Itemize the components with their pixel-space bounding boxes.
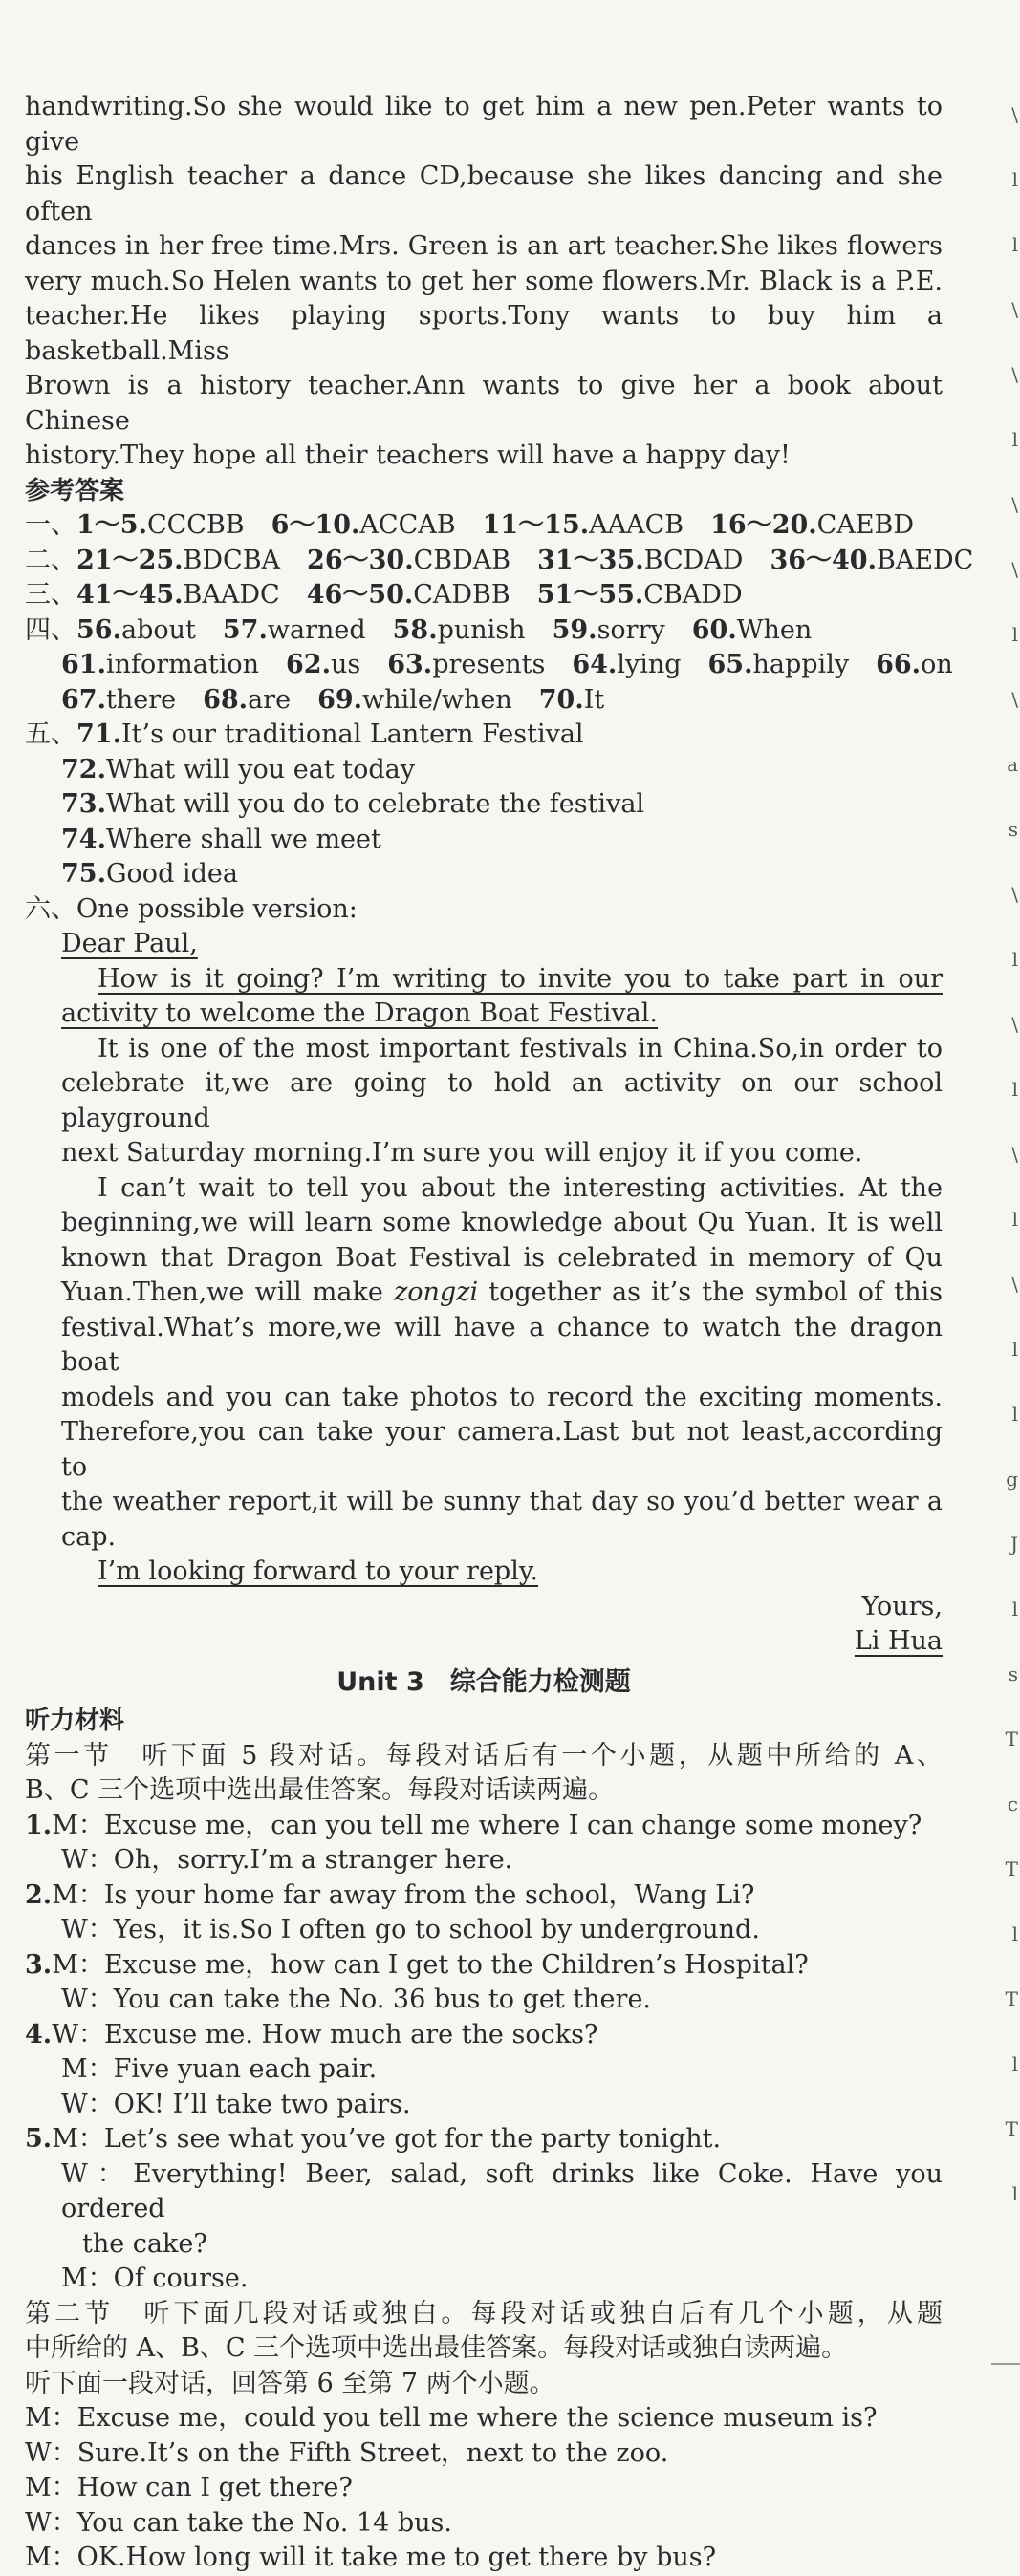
edge-glyph: \	[1011, 298, 1018, 321]
edge-glyph: l	[1011, 623, 1018, 646]
answer-num: 57.	[222, 614, 268, 645]
letter-line: festival.What’s more,we will have a chance to watch the dragon boat	[61, 1312, 943, 1377]
story-line: dances in her free time.Mrs. Green is an art teacher.She likes flowers	[25, 231, 943, 261]
answer-value: CBDAB	[413, 545, 511, 575]
edge-glyph: g	[1006, 1468, 1018, 1491]
edge-glyph: \	[1011, 1143, 1018, 1166]
answer-word: happily	[752, 650, 850, 679]
letter-line: Therefore,you can take your camera.Last but not least,according to	[61, 1417, 943, 1482]
letter-line: next Saturday morning.I’m sure you will enjoy it if you come.	[61, 1138, 863, 1168]
dialogue-3	[25, 1948, 943, 2018]
dialogue-line: M：Is your home far away from the school，Wang Li?	[52, 1879, 755, 1910]
answer-num: 66.	[876, 650, 922, 679]
answer-sentence: Good idea	[105, 859, 238, 889]
answer-range: 11～15.	[482, 510, 590, 540]
edge-glyph: \	[1011, 688, 1018, 711]
edge-glyph: T	[1005, 1987, 1018, 2010]
answer-num: 70.	[538, 684, 584, 715]
dialogue-line: M：How can I get there?	[25, 2473, 353, 2502]
answer-75	[25, 857, 943, 892]
section-prefix: 五、	[25, 719, 76, 749]
story-line: Brown is a history teacher.Ann wants to give her a book about Chinese	[25, 371, 943, 436]
letter-line: beginning,we will learn some knowledge about Qu Yuan. It is well	[61, 1208, 943, 1237]
part2-intro-line: 第二节 听下面几段对话或独白。每段对话或独白后有几个小题，从题	[25, 2298, 943, 2329]
edge-glyph: l	[1011, 428, 1018, 451]
answer-word: It	[583, 684, 605, 715]
dialogue-line: M：Of course.	[61, 2264, 249, 2293]
story-line: teacher.He likes playing sports.Tony wants to buy him a basketball.Miss	[25, 301, 943, 366]
answer-value: BAEDC	[876, 545, 974, 575]
answer-value: CBADD	[643, 580, 743, 610]
answer-num: 67.	[61, 684, 106, 715]
edge-glyph: \	[1011, 1013, 1018, 1036]
answer-range: 36～40.	[770, 545, 877, 575]
answer-value: BDCBA	[183, 545, 281, 575]
edge-glyph: T	[1005, 1857, 1018, 1880]
answer-71	[25, 718, 943, 753]
dialogue-line: M：Let’s see what you’ve got for the party tonight.	[52, 2124, 722, 2154]
answer-word: are	[248, 684, 292, 715]
letter-text: together as it’s the symbol of this	[478, 1277, 943, 1307]
edge-glyph: T	[1005, 1728, 1018, 1750]
answer-word: information	[105, 650, 259, 679]
answer-num: 58.	[392, 614, 438, 645]
answer-word: warned	[267, 614, 366, 645]
answer-word: while/when	[362, 684, 512, 715]
dialogue-line: the cake?	[82, 2228, 207, 2259]
letter-line	[61, 962, 943, 998]
answers-heading: 参考答案	[25, 476, 125, 505]
edge-glyph: l	[1011, 1078, 1018, 1101]
edge-glyph: l	[1011, 233, 1018, 256]
edge-glyph: c	[1007, 1792, 1018, 1815]
answer-num: 68.	[203, 684, 249, 715]
dialogue-num: 2.	[25, 1879, 53, 1910]
edge-glyph: l	[1011, 1598, 1018, 1621]
unit-title: Unit 3 综合能力检测题	[336, 1666, 631, 1697]
dialogue-line: W：You can take the No. 14 bus.	[25, 2507, 452, 2538]
dialogue-line: W：Sure.It’s on the Fifth Street，next to the zoo.	[25, 2437, 669, 2468]
edge-glyph: s	[1008, 818, 1018, 841]
dialogue-line: M：Five yuan each pair.	[61, 2054, 378, 2084]
letter-line: the weather report,it will be sunny that day so you’d better wear a	[61, 1487, 943, 1516]
dialogue-line: M：Excuse me，can you tell me where I can change some money?	[52, 1810, 922, 1840]
answer-num: 73.	[61, 789, 106, 819]
answer-range: 6～10.	[271, 510, 360, 540]
edge-glyph: l	[1011, 1922, 1018, 1945]
edge-glyph: l	[1011, 1338, 1018, 1361]
letter-line: celebrate it,we are going to hold an activity on our school playground	[61, 1068, 943, 1133]
writing-intro	[25, 892, 943, 928]
answer-num: 72.	[61, 754, 106, 784]
dialogue-line: W：Excuse me. How much are the socks?	[52, 2019, 598, 2050]
part2-intro-line: 中所给的 A、B、C 三个选项中选出最佳答案。每段对话或独白读两遍。	[25, 2333, 848, 2363]
dialogue-6	[25, 2401, 943, 2576]
answer-num: 59.	[552, 614, 597, 645]
answer-73	[25, 787, 943, 823]
answer-range: 21～25.	[76, 545, 184, 575]
answer-num: 64.	[572, 650, 618, 679]
answer-value: CADBB	[413, 580, 510, 610]
part1-intro-line: 第一节 听下面 5 段对话。每段对话后有一个小题，从题中所给的 A、	[25, 1740, 943, 1771]
answer-word: about	[120, 614, 196, 645]
part2-subheading: 听下面一段对话，回答第 6 至第 7 两个小题。	[25, 2368, 555, 2398]
edge-glyph: a	[1007, 753, 1018, 776]
answer-range: 1～5.	[76, 510, 147, 540]
answer-num: 61.	[61, 650, 106, 679]
letter-line: known that Dragon Boat Festival is celebrated in memory of Qu	[61, 1242, 943, 1273]
edge-glyph: \	[1011, 558, 1018, 581]
edge-glyph: s	[1008, 1663, 1018, 1685]
edge-glyph: l	[1011, 168, 1018, 191]
answer-value: AAACB	[589, 510, 684, 540]
answer-num: 71.	[76, 719, 121, 749]
sample-letter	[25, 927, 943, 1660]
dialogue-5	[25, 2122, 943, 2297]
edge-glyph: T	[1005, 2117, 1018, 2140]
answer-value: CAEBD	[816, 510, 915, 540]
answer-72	[25, 753, 943, 788]
dialogue-line: M：Excuse me，could you tell me where the science museum is?	[25, 2403, 878, 2433]
answer-row-1	[25, 508, 943, 544]
edge-glyph: \	[1011, 103, 1018, 126]
answer-sentence: What will you do to celebrate the festival	[105, 789, 645, 819]
answer-num: 60.	[691, 614, 737, 645]
answer-word: us	[330, 650, 361, 679]
dialogue-4	[25, 2018, 943, 2123]
letter-text: How is it going? I’m writing to invite you to take part in our	[98, 963, 943, 994]
answer-num: 75.	[61, 859, 106, 889]
answer-value: CCCBB	[146, 510, 245, 540]
answer-value: ACCAB	[359, 510, 456, 540]
letter-line	[61, 997, 943, 1032]
story-line: very much.So Helen wants to get her some flowers.Mr. Black is a P.E.	[25, 266, 943, 296]
letter-signature	[61, 1624, 943, 1660]
answer-range: 26～30.	[307, 545, 414, 575]
dialogue-num: 4.	[25, 2019, 53, 2050]
letter-line: I can’t wait to tell you about the interesting activities. At the	[98, 1172, 943, 1203]
answer-num: 56.	[76, 614, 121, 645]
dialogue-num: 5.	[25, 2124, 53, 2154]
answer-sentence: What will you eat today	[105, 754, 415, 784]
adjacent-page-edge	[1007, 90, 1020, 2287]
answer-range: 41～45.	[76, 580, 184, 610]
answer-row-4c	[25, 683, 943, 719]
section-prefix: 四、	[25, 614, 76, 645]
edge-glyph: \	[1011, 883, 1018, 906]
edge-glyph: J	[1009, 1533, 1018, 1556]
answer-74	[25, 823, 943, 858]
letter-line: models and you can take photos to record the exciting moments.	[61, 1382, 943, 1412]
answer-num: 74.	[61, 824, 106, 854]
dialogue-line: M：OK.How long will it take me to get there by bus?	[25, 2543, 717, 2572]
dialogue-line: W：OK! I’ll take two pairs.	[61, 2089, 411, 2119]
page-edge-mark	[991, 2363, 1020, 2365]
edge-glyph: l	[1011, 1208, 1018, 1231]
section-prefix: 六、	[25, 893, 76, 924]
answer-sentence: It’s our traditional Lantern Festival	[120, 719, 584, 749]
answer-num: 69.	[317, 684, 363, 715]
answer-word: there	[105, 684, 177, 715]
answer-range: 31～35.	[537, 545, 644, 575]
answer-range: 16～20.	[710, 510, 817, 540]
dialogue-num: 3.	[25, 1949, 53, 1980]
dialogue-num: 1.	[25, 1810, 53, 1840]
story-line: his English teacher a dance CD,because she likes dancing and she often	[25, 161, 943, 226]
dialogue-line: W：Everything! Beer, salad, soft drinks like Coke. Have you ordered	[61, 2158, 943, 2223]
answer-range: 46～50.	[306, 580, 414, 610]
edge-glyph: \	[1011, 493, 1018, 516]
answer-value: BCDAD	[643, 545, 744, 575]
edge-glyph: l	[1011, 948, 1018, 971]
dialogue-1	[25, 1809, 943, 1878]
answer-row-4b	[25, 648, 953, 683]
answer-word: lying	[617, 650, 682, 679]
answer-word: punish	[437, 614, 526, 645]
answer-word: When	[736, 614, 813, 645]
answer-word: on	[921, 650, 953, 679]
answer-row-3	[25, 578, 943, 613]
answer-word: sorry	[597, 614, 665, 645]
dialogue-line: W：You can take the No. 36 bus to get there.	[61, 1985, 652, 2014]
edge-glyph: \	[1011, 363, 1018, 386]
letter-line	[61, 1276, 943, 1311]
answer-row-2	[25, 544, 974, 579]
edge-glyph: l	[1011, 2182, 1018, 2205]
letter-closing: Yours,	[861, 1591, 943, 1621]
answer-range: 51～55.	[536, 580, 644, 610]
letter-italic-word: zongzi	[394, 1277, 479, 1307]
answer-sentence: Where shall we meet	[105, 824, 381, 854]
answer-num: 62.	[286, 650, 331, 679]
edge-glyph: \	[1011, 1273, 1018, 1296]
dialogue-line: M：Excuse me，how can I get to the Children’s Hospital?	[52, 1949, 809, 1980]
writing-intro-text: One possible version:	[76, 893, 358, 924]
answer-num: 63.	[387, 650, 433, 679]
edge-glyph: l	[1011, 2052, 1018, 2075]
dialogue-line: W：Oh，sorry.I’m a stranger here.	[61, 1845, 513, 1875]
dialogue-2	[25, 1878, 943, 1948]
edge-glyph: l	[1011, 1403, 1018, 1426]
letter-line: cap.	[61, 1521, 117, 1552]
story-continuation	[25, 90, 943, 474]
listening-heading: 听力材料	[25, 1707, 125, 1735]
answer-row-4a	[25, 613, 943, 649]
section-prefix: 二、	[25, 545, 76, 575]
dialogue-line: W：Yes，it is.So I often go to school by underground.	[61, 1915, 760, 1944]
section-prefix: 一、	[25, 510, 76, 540]
answer-word: presents	[432, 650, 546, 679]
story-line: history.They hope all their teachers will have a happy day!	[25, 440, 791, 470]
letter-text: Yuan.Then,we will make	[61, 1277, 395, 1307]
part1-intro-line: B、C 三个选项中选出最佳答案。每段对话读两遍。	[25, 1775, 615, 1805]
answer-value: BAADC	[183, 580, 280, 610]
letter-line: It is one of the most important festivals in China.So,in order to	[98, 1033, 943, 1063]
page-content	[25, 90, 974, 2576]
letter-text: I’m looking forward to your reply.	[98, 1556, 539, 1586]
answer-num: 65.	[707, 650, 753, 679]
section-prefix: 三、	[25, 580, 76, 610]
signature-text: Li Hua	[854, 1626, 943, 1656]
letter-text: activity to welcome the Dragon Boat Festival.	[61, 998, 658, 1028]
letter-line	[61, 1555, 943, 1590]
story-line: handwriting.So she would like to get him a new pen.Peter wants to give	[25, 92, 943, 157]
letter-greeting: Dear Paul,	[61, 929, 198, 958]
